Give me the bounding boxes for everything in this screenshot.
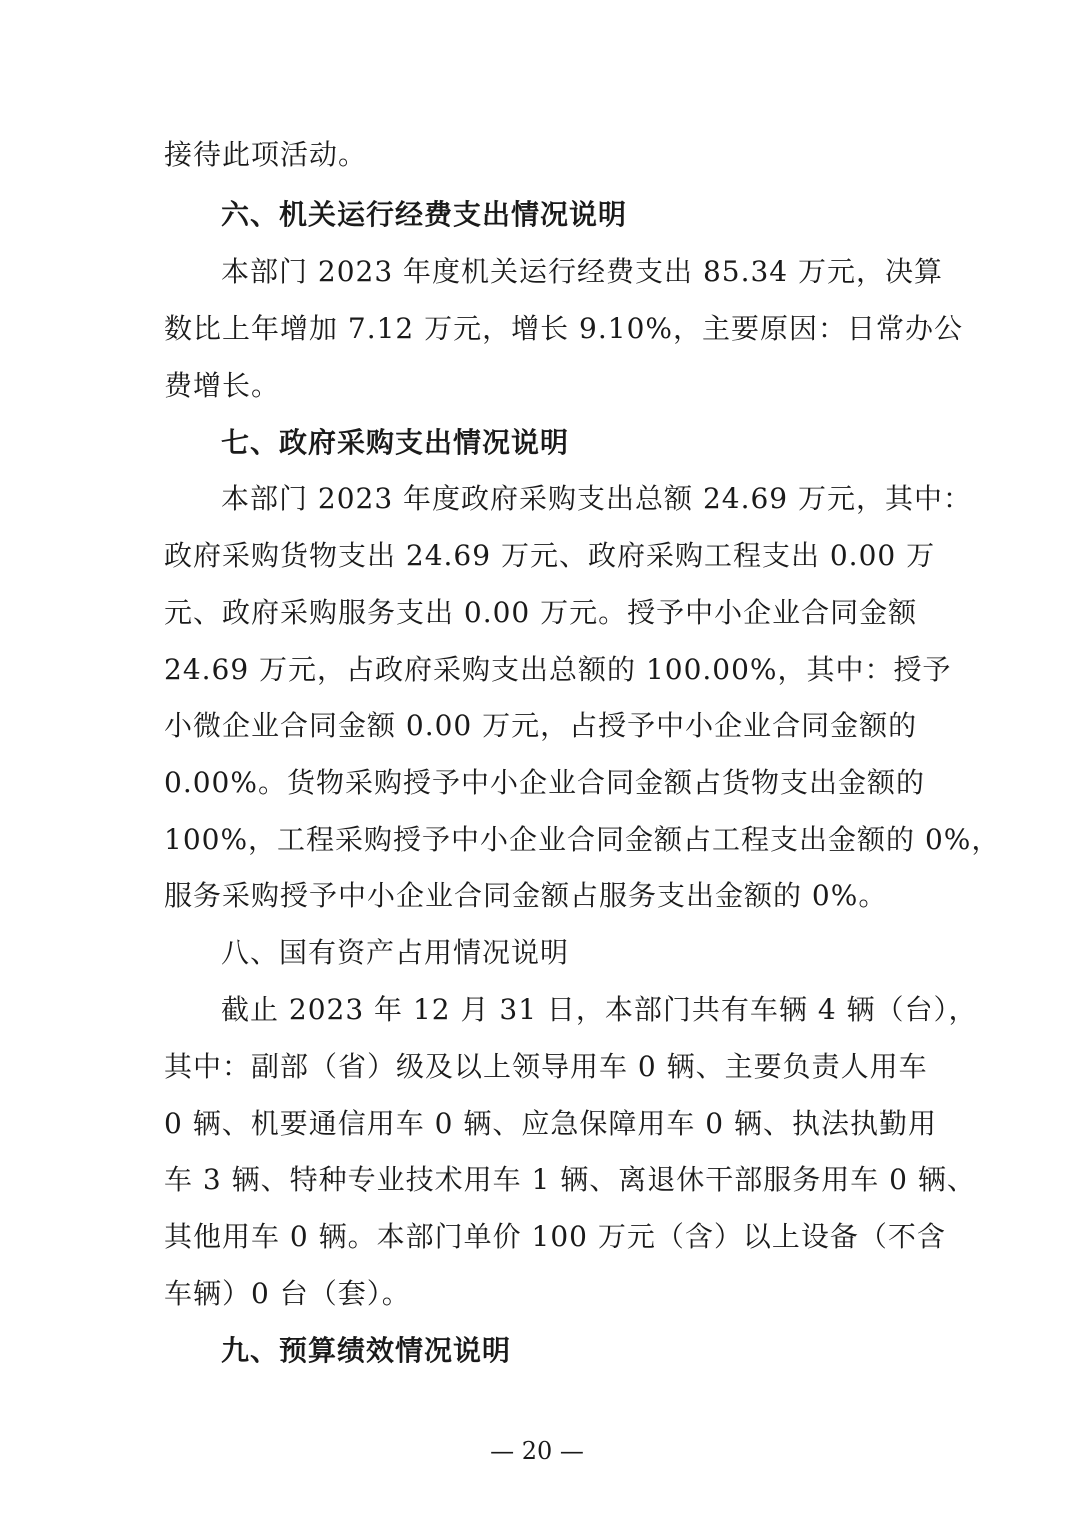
paragraph-line: 费增长。 (164, 369, 281, 402)
page-number: — 20 — (490, 1437, 584, 1465)
paragraph-line: 小微企业合同金额 0.00 万元，占授予中小企业合同金额的 (164, 709, 918, 742)
paragraph-line: 截止 2023 年 12 月 31 日，本部门共有车辆 4 辆（台）， (221, 993, 978, 1026)
paragraph-line: 100%，工程采购授予中小企业合同金额占工程支出金额的 0%， (164, 823, 1001, 856)
paragraph-line: 接待此项活动。 (164, 138, 368, 171)
paragraph-line: 车 3 辆、特种专业技术用车 1 辆、离退休干部服务用车 0 辆、 (164, 1163, 976, 1196)
paragraph-line: 其中：副部（省）级及以上领导用车 0 辆、主要负责人用车 (164, 1050, 928, 1083)
paragraph-line: 其他用车 0 辆。本部门单价 100 万元（含）以上设备（不含 (164, 1220, 946, 1253)
paragraph-line: 0 辆、机要通信用车 0 辆、应急保障用车 0 辆、执法执勤用 (164, 1107, 937, 1140)
paragraph-line: 车辆）0 台（套）。 (164, 1277, 411, 1310)
paragraph-line: 数比上年增加 7.12 万元，增长 9.10%，主要原因：日常办公 (164, 312, 963, 345)
paragraph-line: 0.00%。货物采购授予中小企业合同金额占货物支出金额的 (164, 766, 925, 799)
section-heading-6: 六、机关运行经费支出情况说明 (221, 198, 628, 231)
paragraph-line: 政府采购货物支出 24.69 万元、政府采购工程支出 0.00 万 (164, 539, 936, 572)
paragraph-line: 24.69 万元，占政府采购支出总额的 100.00%，其中：授予 (164, 653, 952, 686)
paragraph-line: 服务采购授予中小企业合同金额占服务支出金额的 0%。 (164, 879, 888, 912)
section-heading-9: 九、预算绩效情况说明 (221, 1334, 512, 1367)
section-heading-7: 七、政府采购支出情况说明 (221, 426, 570, 459)
paragraph-line: 本部门 2023 年度政府采购支出总额 24.69 万元，其中： (221, 482, 973, 515)
section-heading-8: 八、国有资产占用情况说明 (221, 936, 570, 969)
paragraph-line: 本部门 2023 年度机关运行经费支出 85.34 万元，决算 (221, 255, 944, 288)
paragraph-line: 元、政府采购服务支出 0.00 万元。授予中小企业合同金额 (164, 596, 918, 629)
